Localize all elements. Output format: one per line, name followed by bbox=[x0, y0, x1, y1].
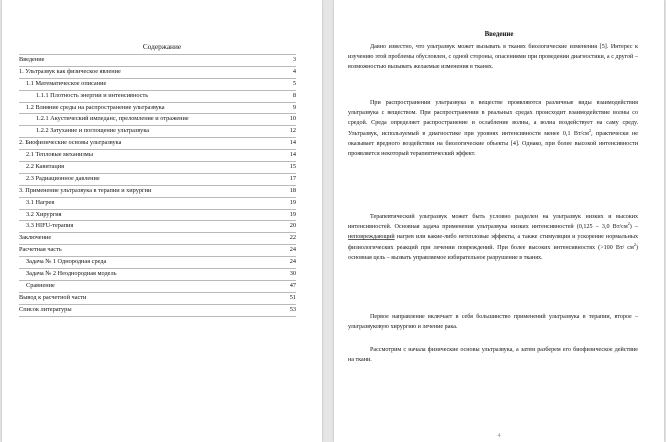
toc-page-number: 51 bbox=[289, 293, 296, 301]
toc-page-number: 24 bbox=[289, 246, 296, 254]
toc-entry-text[interactable]: 2.3 Радиационное давление bbox=[26, 174, 100, 182]
toc-page-number: 19 bbox=[289, 210, 296, 218]
toc-row[interactable] bbox=[19, 269, 296, 281]
paragraph-3-text-a: Терапевтический ультразвук может быть условно разделен на ультразвук низких и высоких интенсивностей. Основная задача применения ультразвука низких интенсивностей (0,125 – 3,0 Вт/см bbox=[348, 214, 638, 231]
toc-row[interactable] bbox=[19, 281, 296, 293]
toc-entry-text[interactable]: 2. Биофизические основы ультразвука bbox=[19, 139, 122, 147]
toc-page-number: 8 bbox=[292, 91, 296, 99]
toc-entry-text[interactable]: 3.3 HIFU-терапия bbox=[26, 222, 74, 230]
toc-entry-text[interactable]: 3.2 Хирургия bbox=[26, 210, 62, 218]
toc-row[interactable] bbox=[19, 257, 296, 269]
paragraph-3-text-d: ) основная цель – вызвать управляемое избирательное разрушение в тканях. bbox=[348, 244, 638, 261]
table-of-contents bbox=[19, 54, 296, 317]
paragraph-4-text: Первое направление включает в себя большинство применений ультразвука в терапии, второе – ультразвуковую хирургию и лечение рака. bbox=[348, 314, 638, 331]
paragraph-3 bbox=[348, 212, 638, 263]
paragraph-1 bbox=[348, 42, 638, 73]
toc-page-number: 18 bbox=[289, 186, 296, 194]
toc-row[interactable] bbox=[19, 79, 296, 91]
toc-row[interactable] bbox=[19, 67, 296, 79]
toc-row[interactable] bbox=[19, 174, 296, 186]
toc-page-number: 20 bbox=[289, 222, 296, 230]
paragraph-5 bbox=[348, 345, 638, 365]
toc-entry-text[interactable]: 1.2.1 Акустический импеданс, преломление и отражение bbox=[36, 115, 189, 123]
page-left bbox=[2, 0, 322, 442]
toc-page-number: 22 bbox=[289, 234, 296, 242]
toc-entry-text[interactable]: 1.1.1 Плотность энергии и интенсивность bbox=[36, 91, 149, 99]
toc-entry-text[interactable]: Заключение bbox=[19, 234, 52, 242]
toc-page-number: 30 bbox=[289, 270, 296, 278]
toc-entry-text[interactable]: Введение bbox=[19, 56, 45, 63]
toc-row[interactable] bbox=[19, 245, 296, 257]
toc-row[interactable] bbox=[19, 91, 296, 103]
toc-page-number: 24 bbox=[289, 258, 296, 266]
toc-page-number: 19 bbox=[289, 198, 296, 206]
toc-entry-text[interactable]: Список литературы bbox=[19, 305, 72, 313]
spellcheck-underlined-word: неповреждающий bbox=[348, 234, 395, 241]
toc-row[interactable] bbox=[19, 54, 296, 67]
toc-entry-text[interactable]: 1. Ультразвук как физическое явление bbox=[19, 67, 121, 75]
toc-entry-text[interactable]: 1.2 Влияние среды на распространение ультразвука bbox=[26, 103, 165, 111]
toc-page-number: 17 bbox=[289, 174, 296, 182]
superscript: 2 bbox=[627, 221, 630, 227]
toc-entry-text[interactable]: Вывод к расчетной части bbox=[19, 293, 87, 301]
toc-page-number: 15 bbox=[289, 163, 296, 171]
toc-row[interactable] bbox=[19, 221, 296, 233]
paragraph-3-text-c: нагрев или какие-либо нетепловые эффекты, а также стимуляция и ускорение нормальных физиологических реакций при лечении повреждений. При более высоких интенсивностях (>100 Вт/ см bbox=[348, 234, 638, 251]
toc-entry-text[interactable]: Сравнение bbox=[26, 281, 55, 289]
toc-row[interactable] bbox=[19, 305, 296, 317]
page-number: 4 bbox=[497, 433, 501, 439]
paragraph-2 bbox=[348, 98, 638, 159]
toc-row[interactable] bbox=[19, 210, 296, 222]
toc-entry-text[interactable]: Расчетная часть bbox=[19, 246, 62, 254]
toc-row[interactable] bbox=[19, 138, 296, 150]
toc-row[interactable] bbox=[19, 233, 296, 245]
toc-row[interactable] bbox=[19, 186, 296, 198]
toc-page-number: 12 bbox=[289, 127, 296, 135]
toc-entry-text[interactable]: 1.2.2 Затухание и поглощение ультразвука bbox=[36, 127, 150, 135]
paragraph-2-text: При распространении ультразвука в веществе проявляются различные виды взаимодействия ультразвука с веществом. При распространении в реальных средах происходит взаимодействие волны со средой. Среда определяет распространение и ослабление волны, а волна воздействует на саму среду. Ультразвук, используемый в диагностике при уровнях интенсивности менее 0,1 Вт/см bbox=[348, 100, 638, 137]
toc-page-number: 47 bbox=[289, 281, 296, 289]
toc-row[interactable] bbox=[19, 198, 296, 210]
page-right bbox=[334, 0, 664, 442]
toc-row[interactable] bbox=[19, 293, 296, 305]
toc-page-number: 10 bbox=[289, 115, 296, 123]
toc-page-number: 3 bbox=[292, 56, 296, 63]
introduction-title: Введение bbox=[484, 31, 514, 38]
toc-page-number: 5 bbox=[292, 79, 296, 87]
toc-entry-text[interactable]: Задача № 2 Неоднородная модель bbox=[26, 270, 117, 278]
toc-title: Содержание bbox=[142, 42, 182, 51]
paragraph-1-text: Давно известно, что ультразвук может вызывать в тканях биологические изменения [5]. Интерес к изучению этой проблемы обусловлен, с одной стороны, опасениями при проведении диагностики, а с другой – возможностью вызывать желаемые изменения в тканях. bbox=[348, 44, 638, 71]
toc-row[interactable] bbox=[19, 114, 296, 126]
toc-entry-text[interactable]: 2.2 Кавитация bbox=[26, 163, 64, 171]
paragraph-5-text: Рассмотрим с начала физические основы ультразвука, а затем разберем его биофизическое действие на ткани. bbox=[348, 347, 638, 364]
toc-row[interactable] bbox=[19, 150, 296, 162]
superscript: 2 bbox=[633, 241, 636, 247]
superscript: 2 bbox=[588, 127, 591, 133]
toc-entry-text[interactable]: 3.1 Нагрев bbox=[26, 198, 55, 206]
toc-page-number: 14 bbox=[289, 151, 296, 159]
toc-page-number: 14 bbox=[289, 139, 296, 147]
toc-entry-text[interactable]: 1.1 Математическое описание bbox=[26, 79, 107, 87]
toc-row[interactable] bbox=[19, 103, 296, 115]
paragraph-4 bbox=[348, 312, 638, 332]
toc-row[interactable] bbox=[19, 126, 296, 138]
toc-page-number: 53 bbox=[289, 305, 296, 313]
paragraph-3-text-b: ) – bbox=[629, 224, 638, 231]
toc-entry-text[interactable]: Задача № 1 Однородная среда bbox=[26, 258, 107, 266]
toc-entry-text[interactable]: 3. Применение ультразвука в терапии и хирургии bbox=[19, 186, 152, 194]
toc-row[interactable] bbox=[19, 162, 296, 174]
toc-page-number: 4 bbox=[292, 67, 296, 75]
toc-page-number: 9 bbox=[292, 103, 296, 111]
paragraph-2-tail: , практически не оказывает вредного воздействия на биологические объекты [4]. Однако, при более высокой интенсивности проявляется некоторый терапевтический эффект. bbox=[348, 130, 638, 158]
toc-entry-text[interactable]: 2.1 Тепловые механизмы bbox=[26, 151, 93, 159]
